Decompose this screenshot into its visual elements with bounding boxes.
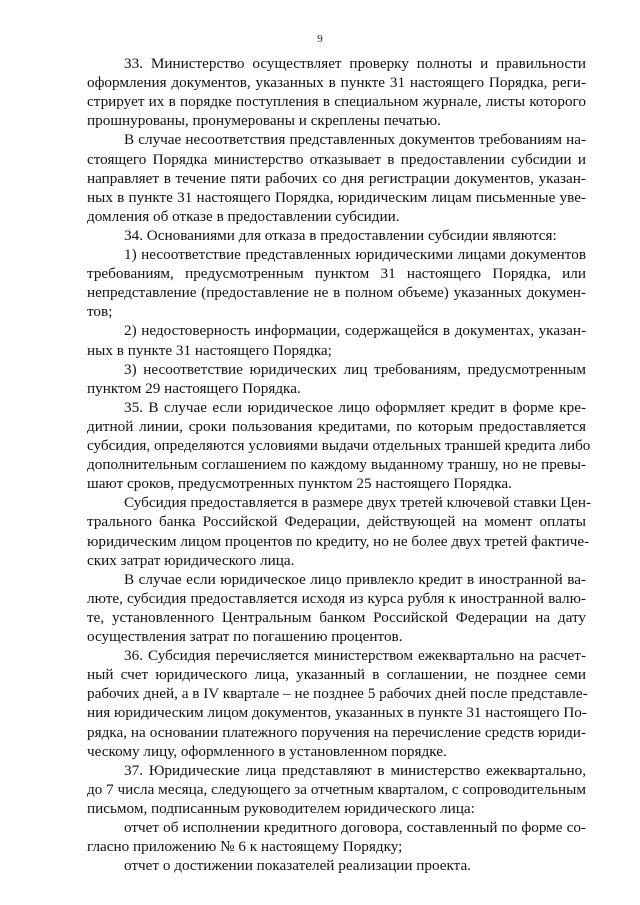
text-line: домления об отказе в предоставлении субсидии.	[87, 207, 400, 225]
text-line: направляет в течение пяти рабочих со дня регистрации документов, указан-	[87, 169, 586, 187]
text-line: ных в пункте 31 настоящего Порядка;	[87, 341, 332, 359]
text-line: оформления документов, указанных в пункте 31 настоящего Порядка, реги-	[87, 74, 586, 92]
text-line: до 7 числа месяца, следующего за отчетным кварталом, с сопроводительным	[87, 780, 586, 798]
text-line: письмом, подписанным руководителем юридического лица:	[87, 799, 475, 817]
text-line: отчет об исполнении кредитного договора, составленный по форме со-	[124, 819, 586, 836]
text-line: 33. Министерство осуществляет проверку полноты и правильности	[124, 55, 586, 72]
text-line: 3) несоответствие юридических лиц требованиям, предусмотренным	[124, 360, 586, 378]
text-line: 37. Юридические лица представляют в министерство ежеквартально,	[124, 761, 586, 779]
text-line: 1) несоответствие представленных юридическими лицами документов	[124, 246, 586, 263]
text-line: 36. Субсидия перечисляется министерством ежеквартально на расчет-	[124, 647, 586, 665]
text-line: люте, субсидия предоставляется исходя из курса рубля к иностранной валю-	[87, 589, 586, 607]
text-line: юридическим лицом процентов по кредиту, но не более двух третей фактиче-	[87, 532, 590, 550]
text-line: стоящего Порядка министерство отказывает в предоставлении субсидии и	[87, 150, 586, 168]
text-line: рабочих дней, а в IV квартале – не позднее 5 рабочих дней после представле-	[87, 685, 588, 703]
text-line: субсидия, определяются условиями выдачи отдельных траншей кредита либо	[87, 437, 591, 454]
text-line: прошнурованы, пронумерованы и скреплены печатью.	[87, 112, 441, 130]
text-line: те, установленного Центральным банком Российской Федерации на дату	[87, 608, 586, 626]
text-line: рядка, на основании платежного поручения на перечисление средств юриди-	[87, 723, 586, 741]
text-line: непредставление (предоставление не в полном объеме) указанных докумен-	[87, 284, 586, 302]
text-line: гласно приложению № 6 к настоящему Порядку;	[87, 838, 403, 856]
text-line: пунктом 29 настоящего Порядка.	[87, 379, 301, 397]
text-line: осуществления затрат по погашению процентов.	[87, 628, 403, 645]
text-line: шают сроков, предусмотренных пунктом 25 настоящего Порядка.	[87, 475, 512, 493]
text-line: дополнительным соглашением по каждому выданному траншу, но не превы-	[87, 456, 586, 474]
text-line: В случае если юридическое лицо привлекло кредит в иностранной ва-	[124, 570, 586, 588]
text-line: Субсидия предоставляется в размере двух третей ключевой ставки Цен-	[124, 494, 592, 512]
text-line: ния юридическим лицом документов, указанных в пункте 31 настоящего По-	[87, 704, 587, 722]
text-line: требованиям, предусмотренным пунктом 31 настоящего Порядка, или	[87, 265, 586, 283]
text-line: тов;	[87, 303, 113, 321]
text-line: 2) недостоверность информации, содержащейся в документах, указан-	[124, 322, 586, 340]
text-line: стрирует их в порядке поступления в специальном журнале, листы которого	[87, 93, 586, 111]
text-line: В случае несоответствия представленных документов требованиям на-	[124, 131, 586, 149]
text-line: ный счет юридического лица, указанный в соглашении, не позднее семи	[87, 666, 586, 684]
text-line: ских затрат юридического лица.	[87, 551, 295, 569]
text-line: дитной линии, сроки пользования кредитами, по которым предоставляется	[87, 417, 586, 435]
text-line: ческому лицу, оформленного в установленном порядке.	[87, 742, 447, 760]
text-line: 34. Основаниями для отказа в предоставлении субсидии являются:	[124, 226, 557, 244]
text-line: ных в пункте 31 настоящего Порядка, юридическим лицам письменные уве-	[87, 188, 586, 206]
text-line: трального банка Российской Федерации, действующей на момент оплаты	[87, 513, 586, 531]
text-line: отчет о достижении показателей реализации проекта.	[124, 857, 472, 875]
text-line: 35. В случае если юридическое лицо оформляет кредит в форме кре-	[124, 398, 586, 416]
page-number: 9	[317, 33, 323, 45]
